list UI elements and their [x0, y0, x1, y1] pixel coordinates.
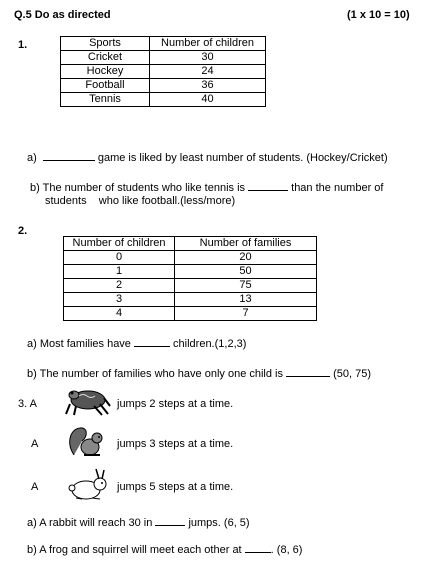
q2-number: 2. [18, 225, 28, 237]
answer-blank[interactable] [134, 337, 170, 347]
table-cell: 7 [175, 307, 317, 321]
row-article: A [31, 438, 39, 450]
q3a-line [27, 516, 250, 529]
answer-blank[interactable] [286, 367, 330, 377]
marks-label: (1 x 10 = 10) [347, 9, 410, 21]
table-header: Sports [61, 37, 150, 51]
q2a-text-end: children.(1,2,3) [169, 338, 247, 350]
families-table [63, 236, 317, 321]
table-row [61, 65, 266, 79]
squirrel-text: jumps 3 steps at a time. [117, 438, 234, 450]
table-row [64, 307, 317, 321]
squirrel-icon [66, 425, 106, 459]
table-row [64, 265, 317, 279]
table-cell: 50 [175, 265, 317, 279]
answer-blank[interactable] [155, 516, 185, 526]
answer-blank[interactable] [245, 543, 271, 553]
answer-blank[interactable] [248, 181, 288, 191]
q1b-text-end: than the number of [288, 182, 384, 194]
table-header-row [64, 237, 317, 251]
q3a-text: a) A rabbit will reach 30 in [27, 517, 156, 529]
table-cell: 13 [175, 293, 317, 307]
table-cell: 2 [64, 279, 175, 293]
q3-number: 3. A [18, 398, 37, 410]
q1b-line1 [30, 181, 383, 194]
answer-blank[interactable] [43, 151, 95, 161]
table-row [64, 251, 317, 265]
table-cell: 40 [150, 93, 266, 107]
table-cell: Football [61, 79, 150, 93]
frog-text: jumps 2 steps at a time. [117, 398, 234, 410]
table-header: Number of children [64, 237, 175, 251]
table-row [64, 293, 317, 307]
table-cell: 36 [150, 79, 266, 93]
q1a-label: a) [27, 152, 37, 164]
q1b-text: b) The number of students who like tennis is [30, 182, 249, 194]
table-header: Number of families [175, 237, 317, 251]
table-cell: Cricket [61, 51, 150, 65]
q3b-line [27, 543, 302, 556]
table-row [61, 79, 266, 93]
frog-icon [64, 384, 112, 418]
table-cell: Tennis [61, 93, 150, 107]
q3b-text: b) A frog and squirrel will meet each other at [27, 544, 245, 556]
q2b-text-end: (50, 75) [330, 368, 372, 380]
table-cell: 4 [64, 307, 175, 321]
table-cell: 30 [150, 51, 266, 65]
table-cell: 3 [64, 293, 175, 307]
table-row [64, 279, 317, 293]
table-cell: 75 [175, 279, 317, 293]
rabbit-icon [66, 468, 110, 502]
table-header: Number of children [150, 37, 266, 51]
q2a-line [27, 337, 246, 350]
q2b-text: b) The number of families who have only one child is [27, 368, 287, 380]
row-article: A [31, 481, 39, 493]
q1a-line [27, 151, 388, 164]
rabbit-text: jumps 5 steps at a time. [117, 481, 234, 493]
q2a-text: a) Most families have [27, 338, 134, 350]
q1b-line2: students who like football.(less/more) [45, 195, 236, 207]
sports-table [60, 36, 266, 107]
q1-number: 1. [18, 39, 28, 51]
table-cell: 0 [64, 251, 175, 265]
q3b-text-end: . (8, 6) [270, 544, 303, 556]
table-cell: 1 [64, 265, 175, 279]
table-header-row [61, 37, 266, 51]
question-title: Q.5 Do as directed [14, 9, 111, 21]
q1a-text: game is liked by least number of students. (Hockey/Cricket) [94, 152, 388, 164]
table-cell: 20 [175, 251, 317, 265]
table-row [61, 93, 266, 107]
table-row [61, 51, 266, 65]
q3a-text-end: jumps. (6, 5) [185, 517, 250, 529]
table-cell: 24 [150, 65, 266, 79]
q2b-line [27, 367, 371, 380]
table-cell: Hockey [61, 65, 150, 79]
